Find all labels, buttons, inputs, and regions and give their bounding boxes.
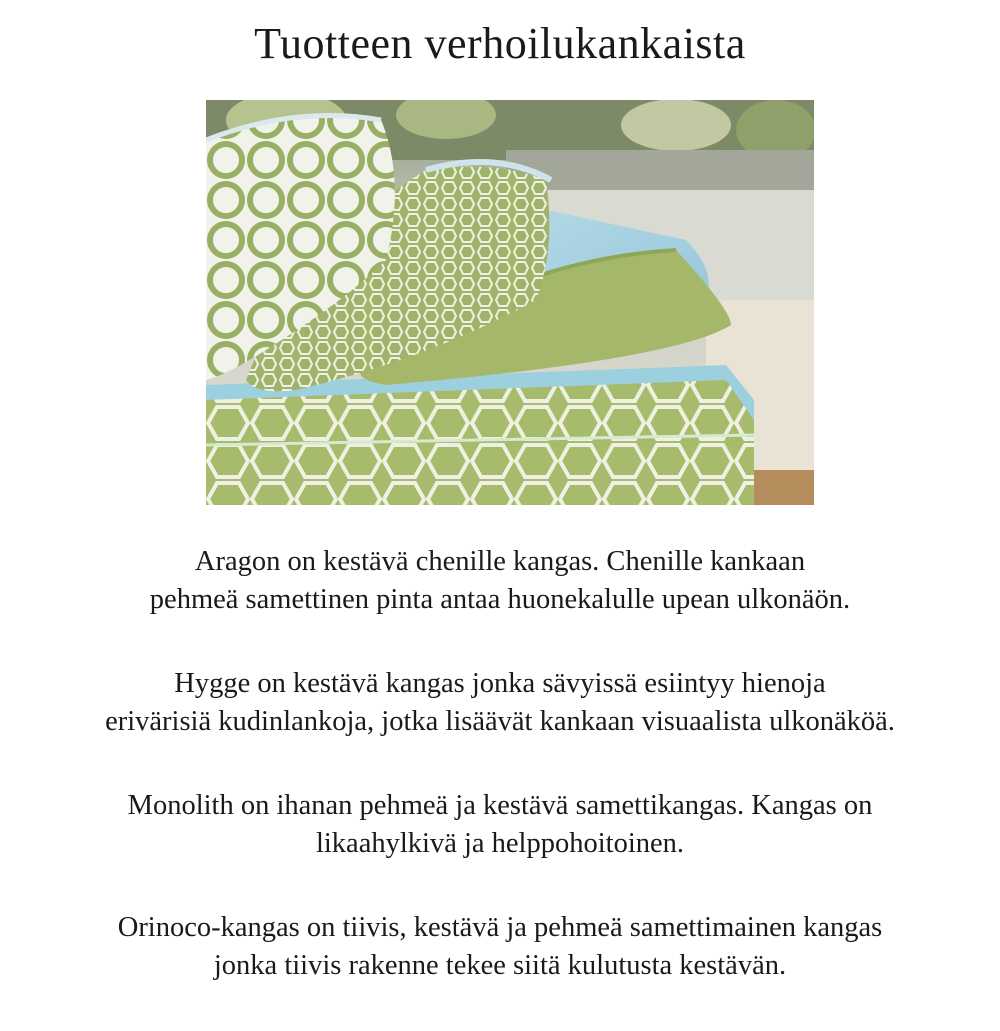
pillows-on-upholstered-bench-icon xyxy=(206,100,814,505)
paragraph-line: likaahylkivä ja helppohoitoinen. xyxy=(315,828,685,859)
paragraph-line: Hygge on kestävä kangas jonka sävyissä esiintyy hienoja xyxy=(174,668,826,699)
paragraph-line: Monolith on ihanan pehmeä ja kestävä samettikangas. Kangas on xyxy=(127,790,873,821)
paragraph-line: Aragon on kestävä chenille kangas. Chenille kankaan xyxy=(194,546,806,577)
paragraph-hygge xyxy=(0,665,1000,741)
paragraph-monolith xyxy=(0,787,1000,863)
paragraph-line: Orinoco-kangas on tiivis, kestävä ja pehmeä samettimainen kangas xyxy=(117,912,883,943)
paragraph-line: erivärisiä kudinlankoja, jotka lisäävät kankaan visuaalista ulkonäköä. xyxy=(105,706,895,737)
paragraph-line: pehmeä samettinen pinta antaa huonekalulle upean ulkonäön. xyxy=(149,584,851,615)
fabric-descriptions xyxy=(0,543,1000,1031)
page-title: Tuotteen verhoilukankaista xyxy=(254,19,746,68)
product-photo xyxy=(206,100,814,505)
paragraph-line: jonka tiivis rakenne tekee siitä kulutusta kestävän. xyxy=(213,950,787,981)
paragraph-aragon xyxy=(0,543,1000,619)
paragraph-orinoco xyxy=(0,909,1000,985)
